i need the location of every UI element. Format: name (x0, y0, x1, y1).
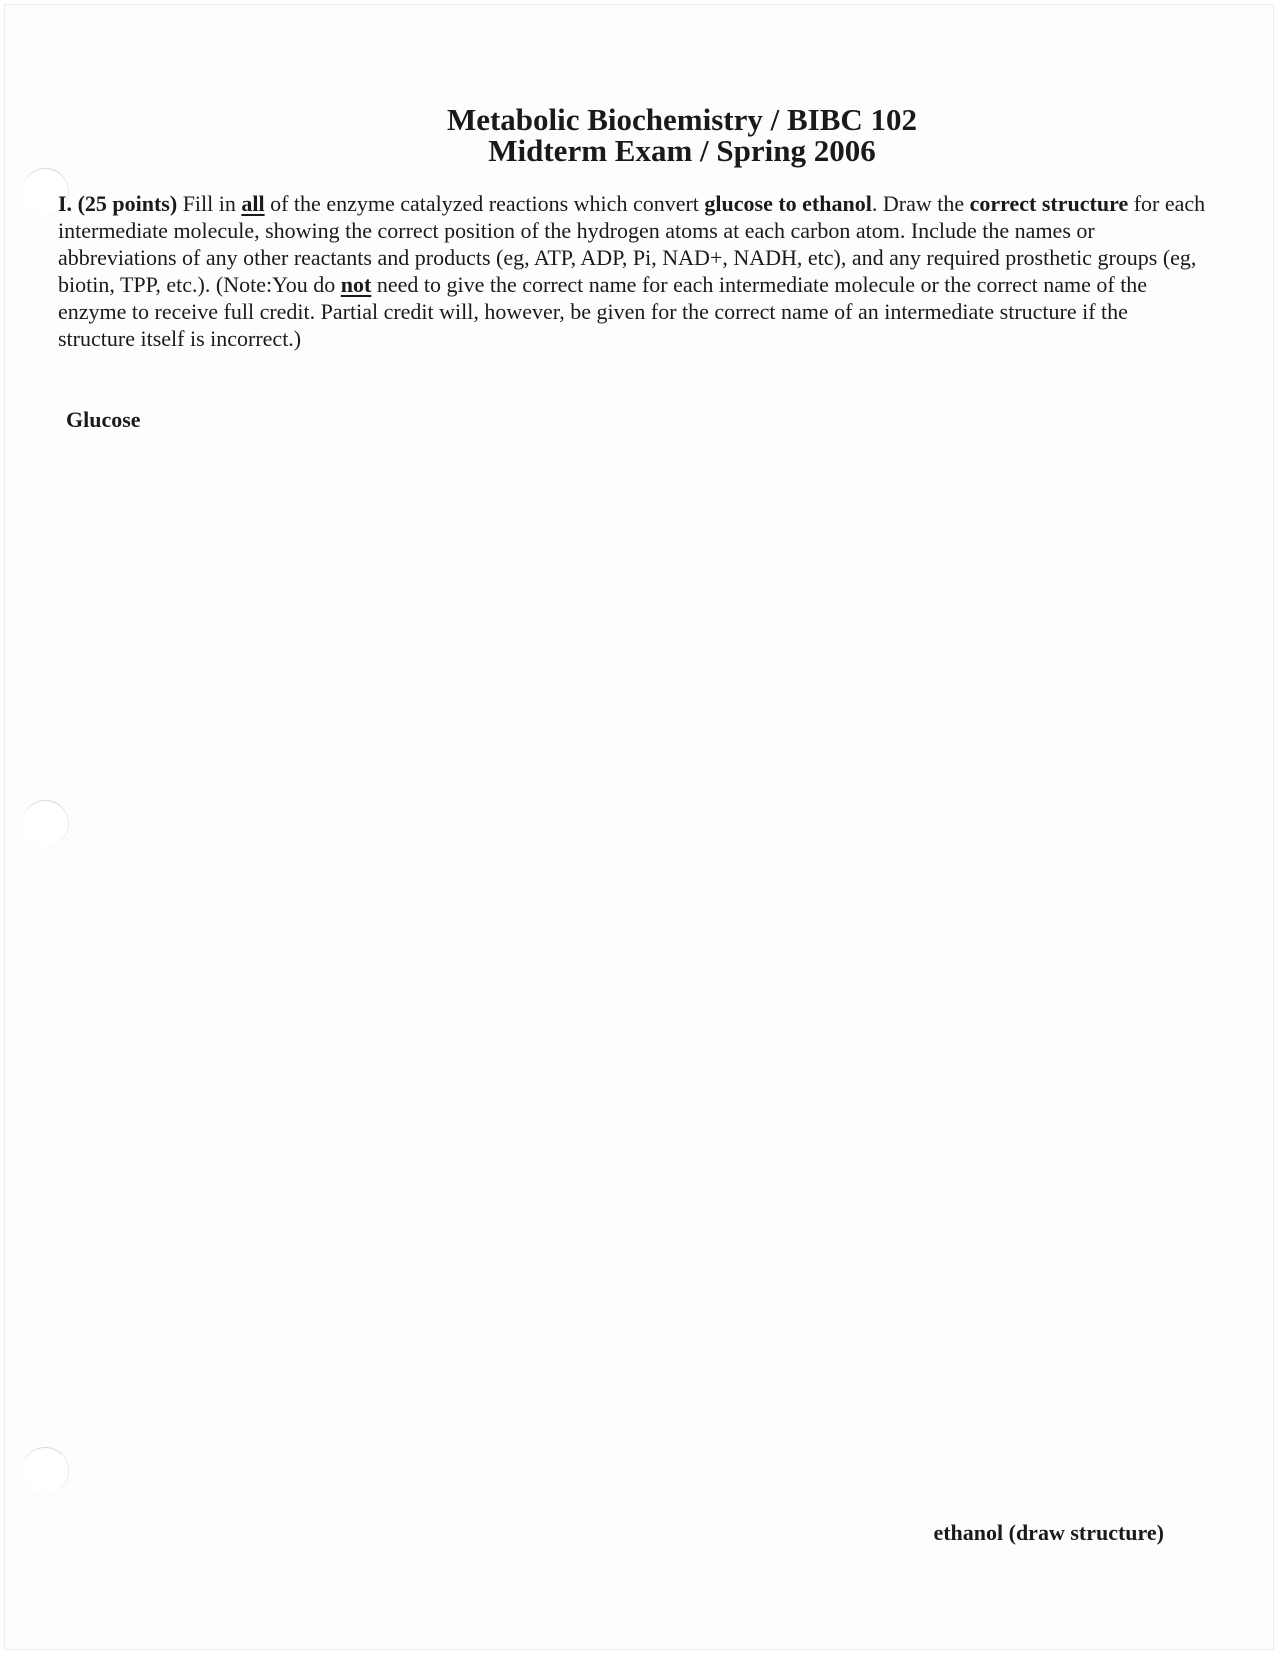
punch-hole-middle (22, 800, 69, 847)
question-text-3: . Draw the (871, 191, 965, 216)
exam-title: Midterm Exam / Spring 2006 (488, 133, 876, 168)
emphasis-correct-structure: correct structure (969, 191, 1129, 216)
question-number: I. (58, 191, 73, 216)
question-points: (25 points) (77, 191, 178, 216)
question-text-5: need to give the correct name for each intermediate molecule or the correct name of the enzyme to receive full credit. Partial credit will, however, be given for the correct name of an intermediate structure if the structure itself is incorrect.) (58, 272, 1148, 351)
question-text-2: of the enzyme catalyzed reactions which convert (270, 191, 699, 216)
emphasis-all: all (241, 191, 265, 216)
emphasis-glucose-to-ethanol: glucose to ethanol (704, 191, 872, 216)
exam-header (0, 104, 1280, 166)
emphasis-not: not (340, 272, 372, 297)
punch-hole-bottom (22, 1447, 69, 1494)
course-title: Metabolic Biochemistry / BIBC 102 (446, 102, 918, 137)
question-text-1: Fill in (182, 191, 236, 216)
start-molecule-label: Glucose (66, 407, 141, 432)
question-text-4: for each intermediate molecule, showing the correct position of the hydrogen atoms at each carbon atom. Include the names or abbreviations of any other reactants and products (eg, ATP, ADP, Pi, NAD+, NADH, etc), and any required prosthetic groups (eg, biotin, TPP, etc.). (Note:You do (58, 191, 1206, 297)
question-1 (58, 190, 1208, 352)
end-molecule-label: ethanol (draw structure) (933, 1520, 1164, 1545)
